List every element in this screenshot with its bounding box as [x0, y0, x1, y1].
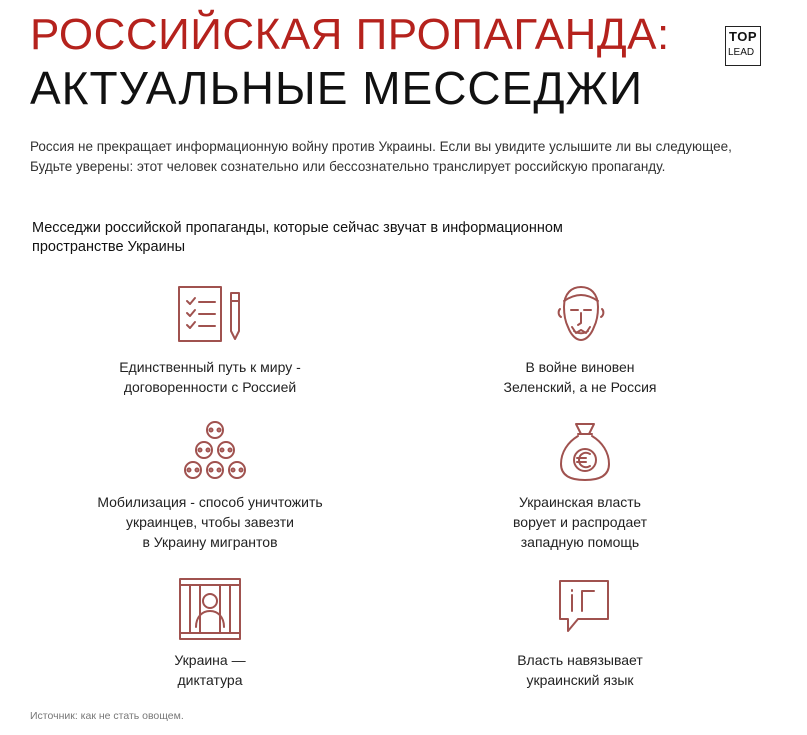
message-1-caption	[70, 357, 350, 397]
face-icon	[552, 283, 610, 345]
message-1-line1: Единственный путь к миру -	[119, 359, 301, 375]
message-3-line1: Мобилизация - способ уничтожить	[97, 494, 323, 510]
source-note: Источник: как не стать овощем.	[30, 710, 184, 722]
message-5-line2: диктатура	[177, 672, 243, 688]
message-5-line1: Украина —	[174, 652, 246, 668]
message-4-caption	[440, 492, 720, 552]
message-6-line2: украинский язык	[526, 672, 634, 688]
document-pen-icon	[175, 283, 247, 345]
top-lead-logo	[725, 26, 761, 66]
letter-i-icon	[554, 575, 614, 637]
message-2-line1: В войне виновен	[525, 359, 635, 375]
section-subheading: Месседжи российской пропаганды, которые сейчас звучат в информационном пространстве Украины	[32, 220, 563, 255]
logo-text-top: TOP	[729, 29, 757, 44]
message-2-line2: Зеленский, а не Россия	[503, 379, 657, 395]
euro-bag-icon	[558, 420, 612, 484]
message-3-caption	[40, 492, 380, 552]
message-4-line1: Украинская власть	[519, 494, 641, 510]
skulls-icon	[176, 420, 254, 484]
logo-text-bottom: LEAD	[728, 47, 755, 58]
message-5-caption	[70, 650, 350, 690]
page-title-line2: АКТУАЛЬНЫЕ МЕССЕДЖИ	[30, 62, 644, 114]
message-1-line2: договоренности с Россией	[123, 379, 297, 395]
message-3-line2: украинцев, чтобы завезти	[125, 514, 295, 530]
message-4-line2: ворует и распродает	[513, 514, 647, 530]
intro-paragraph: Россия не прекращает информационную войну против Украины. Если вы увидите услышите ли вы следующее, Будьте уверены: этот человек сознательно или бессознательно транслирует российскую пропаганду.	[30, 139, 732, 174]
page-title-line1: РОССИЙСКАЯ ПРОПАГАНДА:	[30, 10, 670, 59]
message-4-line3: западную помощь	[520, 534, 640, 550]
message-2-caption	[440, 357, 720, 397]
message-3-line3: в Украину мигрантов	[142, 534, 278, 550]
message-6-line1: Власть навязывает	[517, 652, 643, 668]
person-behind-bars-icon	[176, 575, 244, 643]
message-6-caption	[440, 650, 720, 690]
